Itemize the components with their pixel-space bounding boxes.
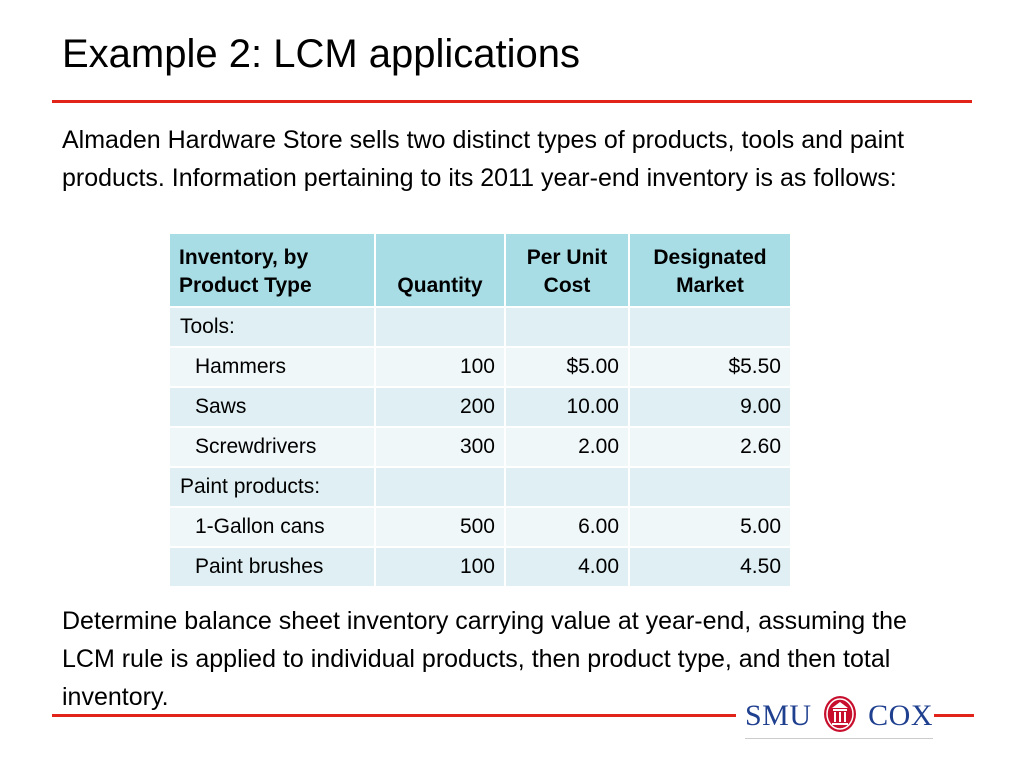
inventory-table [170,234,790,588]
row-label: Tools: [170,308,376,348]
table-row [170,428,790,468]
row-quantity: 500 [376,508,506,548]
logo-text-smu: SMU [745,699,812,732]
logo-underline [745,738,933,739]
header-designated-market-line2: Market [676,274,744,297]
row-quantity: 200 [376,388,506,428]
header-product-type-line2: Product Type [179,274,312,297]
row-quantity: 100 [376,348,506,388]
row-quantity: 100 [376,548,506,588]
row-label: Paint products: [170,468,376,508]
table-row [170,348,790,388]
row-label: Paint brushes [170,548,376,588]
header-designated-market [630,234,790,308]
row-label: Hammers [170,348,376,388]
logo-text-cox: COX [868,699,933,732]
header-unit-cost-line1: Per Unit [526,246,608,269]
row-market: 9.00 [630,388,790,428]
table-row [170,388,790,428]
row-quantity [376,308,506,348]
row-market: 5.00 [630,508,790,548]
footer-divider-left [52,714,736,717]
row-unit-cost [506,468,630,508]
question-paragraph: Determine balance sheet inventory carrying value at year-end, assuming the LCM rule is applied to individual products, then product type, and then total inventory. [62,607,907,711]
row-quantity: 300 [376,428,506,468]
footer-divider-right [934,714,974,717]
row-label: 1-Gallon cans [170,508,376,548]
table-row [170,548,790,588]
row-market: $5.50 [630,348,790,388]
row-unit-cost: 2.00 [506,428,630,468]
row-unit-cost: 6.00 [506,508,630,548]
header-unit-cost-line2: Cost [543,274,591,297]
table-row-category-tools [170,308,790,348]
header-product-type [170,234,376,308]
table-row [170,508,790,548]
row-market: 4.50 [630,548,790,588]
header-product-type-line1: Inventory, by [179,246,309,269]
row-market [630,468,790,508]
header-quantity: Quantity [376,234,506,308]
row-label: Screwdrivers [170,428,376,468]
header-designated-market-line1: Designated [653,246,767,269]
table-row-category-paint [170,468,790,508]
smu-cox-logo [745,694,933,738]
row-unit-cost [506,308,630,348]
slide-title: Example 2: LCM applications [62,32,581,76]
row-market [630,308,790,348]
intro-paragraph: Almaden Hardware Store sells two distinct types of products, tools and paint products. Information pertaining to its 2011 year-end inventory is as follows: [62,126,905,192]
table-header-row [170,234,790,308]
row-unit-cost: $5.00 [506,348,630,388]
row-market: 2.60 [630,428,790,468]
row-unit-cost: 4.00 [506,548,630,588]
header-unit-cost [506,234,630,308]
row-label: Saws [170,388,376,428]
title-divider [52,100,972,103]
row-quantity [376,468,506,508]
row-unit-cost: 10.00 [506,388,630,428]
smu-seal-icon [823,695,857,738]
